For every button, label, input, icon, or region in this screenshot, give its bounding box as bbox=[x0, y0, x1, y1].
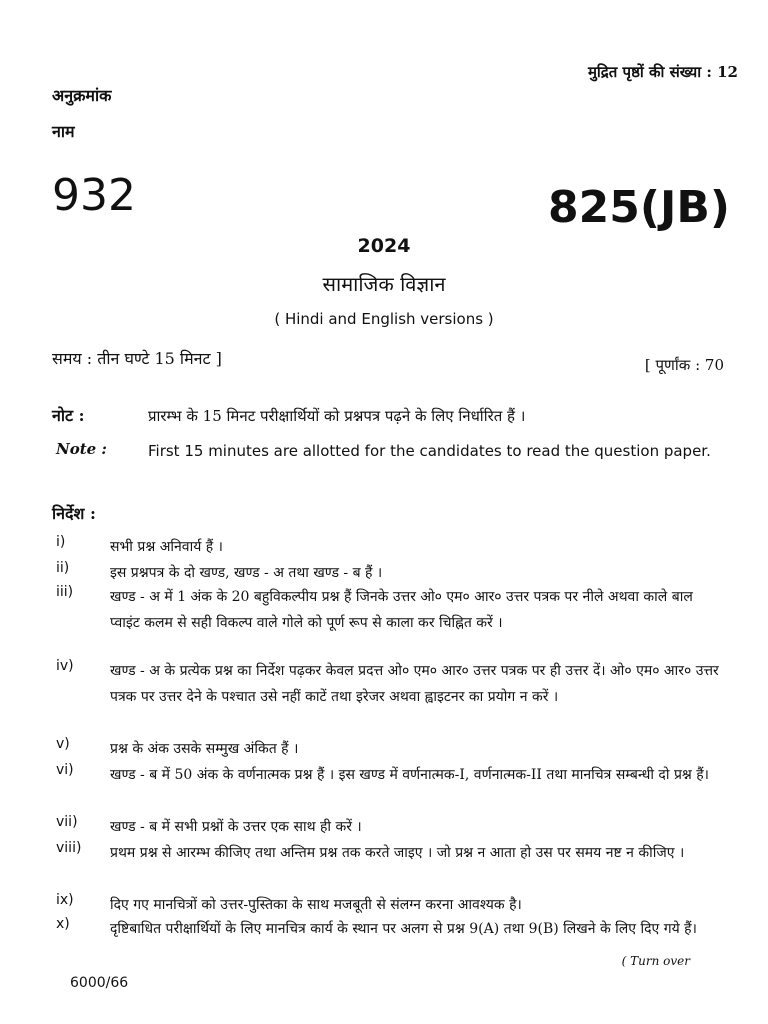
instructions-heading: निर्देश : bbox=[52, 504, 96, 523]
instruction-text: दिए गए मानचित्रों को उत्तर-पुस्तिका के साथ मजबूती से संलग्न करना आवश्यक है। bbox=[110, 897, 522, 913]
instruction-number: iii) bbox=[56, 584, 74, 600]
instruction-text: खण्ड - अ के प्रत्येक प्रश्न का निर्देश पढ़कर केवल प्रदत्त ओ० एम० आर० उत्तर पत्रक पर ही उत्तर दें। ओ० एम० आर० उत्तर पत्रक पर उत्तर देने के पश्चात उसे नहीं काटें तथा इरेजर अथवा ह्वाइटनर का प्रयोग न करें । bbox=[110, 663, 719, 705]
instruction-number: iv) bbox=[56, 658, 74, 674]
instruction-number: v) bbox=[56, 736, 70, 752]
footer-code: 6000/66 bbox=[70, 975, 129, 991]
instruction-text: प्रश्न के अंक उसके सम्मुख अंकित हैं । bbox=[110, 741, 299, 757]
instruction-number: ii) bbox=[56, 560, 70, 576]
instruction-text: खण्ड - ब में सभी प्रश्नों के उत्तर एक साथ ही करें । bbox=[110, 819, 362, 835]
note-label-hindi: नोट : bbox=[52, 406, 85, 425]
instruction-text: दृष्टिबाधित परीक्षार्थियों के लिए मानचित्र कार्य के स्थान पर अलग से प्रश्न 9(A) तथा 9(B) लिखने के लिए दिए गये हैं। bbox=[110, 921, 697, 937]
instruction-text: खण्ड - अ में 1 अंक के 20 बहुविकल्पीय प्रश्न हैं जिनके उत्तर ओ० एम० आर० उत्तर पत्रक पर नीले अथवा काले बाल प्वाइंट कलम से सही विकल्प वाले गोले को पूर्ण रूप से काला कर चिह्नित करें । bbox=[110, 589, 693, 631]
serial-number: 932 bbox=[52, 170, 136, 221]
instruction-text: इस प्रश्नपत्र के दो खण्ड, खण्ड - अ तथा खण्ड - ब हैं । bbox=[110, 565, 383, 581]
exam-year: 2024 bbox=[357, 235, 411, 257]
max-marks: [ पूर्णांक : 70 bbox=[644, 356, 724, 374]
turn-over-note: ( Turn over bbox=[621, 954, 690, 968]
instruction-number: viii) bbox=[56, 840, 82, 856]
instruction-number: x) bbox=[56, 916, 70, 932]
instruction-number: vi) bbox=[56, 762, 74, 778]
roll-number-label: अनुक्रमांक bbox=[52, 86, 112, 105]
note-text-english: First 15 minutes are allotted for the candidates to read the question paper. bbox=[148, 442, 711, 460]
instruction-number: i) bbox=[56, 534, 66, 550]
instruction-number: vii) bbox=[56, 814, 78, 830]
instruction-text: प्रथम प्रश्न से आरम्भ कीजिए तथा अन्तिम प्रश्न तक करते जाइए । जो प्रश्न न आता हो उस पर समय नष्ट न कीजिए । bbox=[110, 845, 685, 861]
paper-code: 825(JB) bbox=[548, 182, 730, 233]
versions-label: ( Hindi and English versions ) bbox=[274, 310, 494, 328]
subject-title: सामाजिक विज्ञान bbox=[322, 272, 446, 296]
instruction-text: सभी प्रश्न अनिवार्य हैं । bbox=[110, 539, 223, 555]
instruction-number: ix) bbox=[56, 892, 74, 908]
name-label: नाम bbox=[52, 122, 75, 141]
note-text-hindi: प्रारम्भ के 15 मिनट परीक्षार्थियों को प्रश्नपत्र पढ़ने के लिए निर्धारित हैं । bbox=[148, 407, 526, 425]
instruction-text: खण्ड - ब में 50 अंक के वर्णनात्मक प्रश्न हैं । इस खण्ड में वर्णनात्मक-I, वर्णनात्मक-II तथा मानचित्र सम्बन्धी दो प्रश्न हैं। bbox=[110, 767, 709, 783]
time-allowed: समय : तीन घण्टे 15 मिनट ] bbox=[52, 349, 222, 368]
printed-pages-count: मुद्रित पृष्ठों की संख्या : 12 bbox=[587, 63, 738, 81]
note-label-english: Note : bbox=[56, 440, 107, 458]
